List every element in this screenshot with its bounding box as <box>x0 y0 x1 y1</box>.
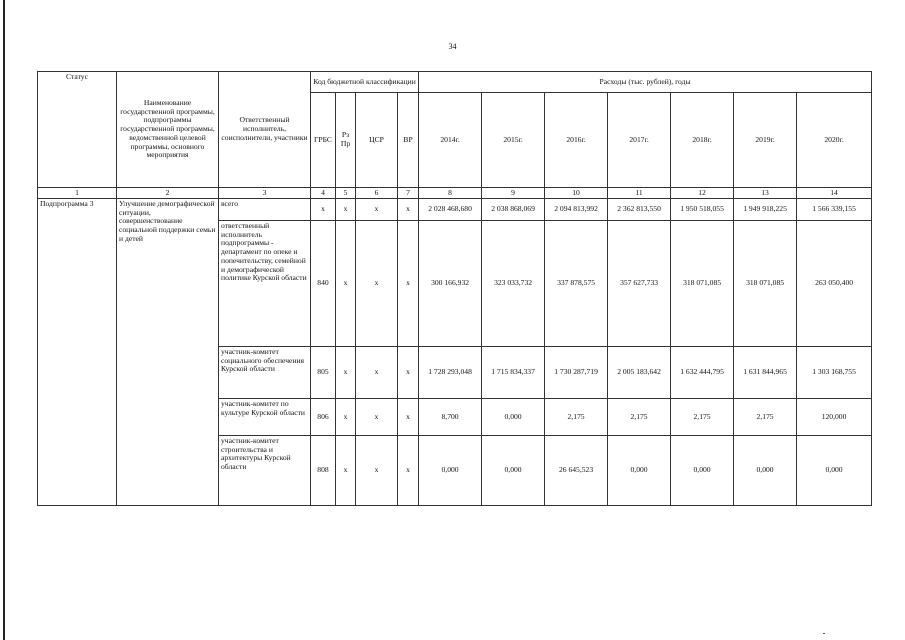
header-year: 2019г. <box>734 93 797 188</box>
value-cell: 2,175 <box>734 399 797 436</box>
header-year: 2017г. <box>608 93 671 188</box>
value-cell: 2 094 813,992 <box>545 199 608 221</box>
executor-cell: ответственный исполнитель подпрограммы - департамент по опеке и попечительству, семейной и демографической политике Курской области <box>219 221 311 347</box>
column-number: 5 <box>336 188 356 199</box>
table-row <box>38 199 872 221</box>
value-cell: 0,000 <box>734 436 797 506</box>
header-year: 2020г. <box>797 93 872 188</box>
column-number: 13 <box>734 188 797 199</box>
rzpr-cell: х <box>336 199 356 221</box>
vr-cell: х <box>398 436 419 506</box>
column-number: 12 <box>671 188 734 199</box>
value-cell: 2 028 468,680 <box>419 199 482 221</box>
column-number: 10 <box>545 188 608 199</box>
column-number: 4 <box>311 188 336 199</box>
column-number: 1 <box>38 188 117 199</box>
executor-cell: участник-комитет строительства и архитектуры Курской области <box>219 436 311 506</box>
header-csr: ЦСР <box>356 93 398 188</box>
header-status: Статус <box>38 72 117 188</box>
value-cell: 1 715 834,337 <box>482 347 545 399</box>
scan-mark <box>823 633 825 634</box>
value-cell: 0,000 <box>671 436 734 506</box>
header-expenses: Расходы (тыс. рублей), годы <box>419 72 872 93</box>
value-cell: 2,175 <box>608 399 671 436</box>
vr-cell: х <box>398 399 419 436</box>
value-cell: 263 050,400 <box>797 221 872 347</box>
header-year: 2016г. <box>545 93 608 188</box>
column-number: 7 <box>398 188 419 199</box>
executor-cell: участник-комитет социального обеспечения Курской области <box>219 347 311 399</box>
value-cell: 0,000 <box>482 399 545 436</box>
value-cell: 26 645,523 <box>545 436 608 506</box>
column-number: 11 <box>608 188 671 199</box>
column-number-row <box>38 188 872 199</box>
value-cell: 0,000 <box>482 436 545 506</box>
value-cell: 1 631 844,965 <box>734 347 797 399</box>
value-cell: 8,700 <box>419 399 482 436</box>
header-rzpr: Рз Пр <box>336 93 356 188</box>
csr-cell: х <box>356 399 398 436</box>
subprogram-name-cell: Улучшение демографической ситуации, совершенствование социальной поддержки семьи и детей <box>117 199 219 506</box>
column-number: 9 <box>482 188 545 199</box>
vr-cell: х <box>398 199 419 221</box>
value-cell: 300 166,932 <box>419 221 482 347</box>
column-number: 8 <box>419 188 482 199</box>
header-year: 2018г. <box>671 93 734 188</box>
header-vr: ВР <box>398 93 419 188</box>
value-cell: 2,175 <box>545 399 608 436</box>
executor-cell: участник-комитет по культуре Курской области <box>219 399 311 436</box>
value-cell: 1 730 287,719 <box>545 347 608 399</box>
column-number: 3 <box>219 188 311 199</box>
header-name: Наименование государственной программы, подпрограммы государственной программы, ведомственной целевой программы, основного мероприятия <box>117 72 219 188</box>
grbs-cell: 806 <box>311 399 336 436</box>
grbs-cell: 840 <box>311 221 336 347</box>
value-cell: 1 632 444,795 <box>671 347 734 399</box>
header-budget-code: Код бюджетной классификации <box>311 72 419 93</box>
column-number: 14 <box>797 188 872 199</box>
rzpr-cell: х <box>336 399 356 436</box>
grbs-cell: 805 <box>311 347 336 399</box>
rzpr-cell: х <box>336 347 356 399</box>
rzpr-cell: х <box>336 436 356 506</box>
value-cell: 1 566 339,155 <box>797 199 872 221</box>
page-left-edge <box>3 0 5 640</box>
value-cell: 0,000 <box>797 436 872 506</box>
value-cell: 1 303 168,755 <box>797 347 872 399</box>
status-cell: Подпрограмма 3 <box>38 199 117 506</box>
csr-cell: х <box>356 199 398 221</box>
value-cell: 2,175 <box>671 399 734 436</box>
csr-cell: х <box>356 436 398 506</box>
expenses-table <box>37 71 872 506</box>
csr-cell: х <box>356 347 398 399</box>
value-cell: 323 033,732 <box>482 221 545 347</box>
header-year: 2014г. <box>419 93 482 188</box>
value-cell: 357 627,733 <box>608 221 671 347</box>
csr-cell: х <box>356 221 398 347</box>
value-cell: 1 728 293,048 <box>419 347 482 399</box>
column-number: 6 <box>356 188 398 199</box>
column-number: 2 <box>117 188 219 199</box>
rzpr-cell: х <box>336 221 356 347</box>
page-number: 34 <box>448 42 457 51</box>
value-cell: 2 005 183,642 <box>608 347 671 399</box>
executor-cell: всего <box>219 199 311 221</box>
grbs-cell: х <box>311 199 336 221</box>
header-executor: Ответственный исполнитель, соисполнители, участники <box>219 72 311 188</box>
header-year: 2015г. <box>482 93 545 188</box>
vr-cell: х <box>398 347 419 399</box>
value-cell: 0,000 <box>419 436 482 506</box>
header-grbs: ГРБС <box>311 93 336 188</box>
value-cell: 2 038 868,069 <box>482 199 545 221</box>
value-cell: 318 071,085 <box>734 221 797 347</box>
grbs-cell: 808 <box>311 436 336 506</box>
value-cell: 0,000 <box>608 436 671 506</box>
value-cell: 2 362 813,550 <box>608 199 671 221</box>
value-cell: 1 950 518,055 <box>671 199 734 221</box>
value-cell: 1 949 918,225 <box>734 199 797 221</box>
vr-cell: х <box>398 221 419 347</box>
value-cell: 337 878,575 <box>545 221 608 347</box>
header-row-1 <box>38 72 872 93</box>
value-cell: 318 071,085 <box>671 221 734 347</box>
value-cell: 120,000 <box>797 399 872 436</box>
